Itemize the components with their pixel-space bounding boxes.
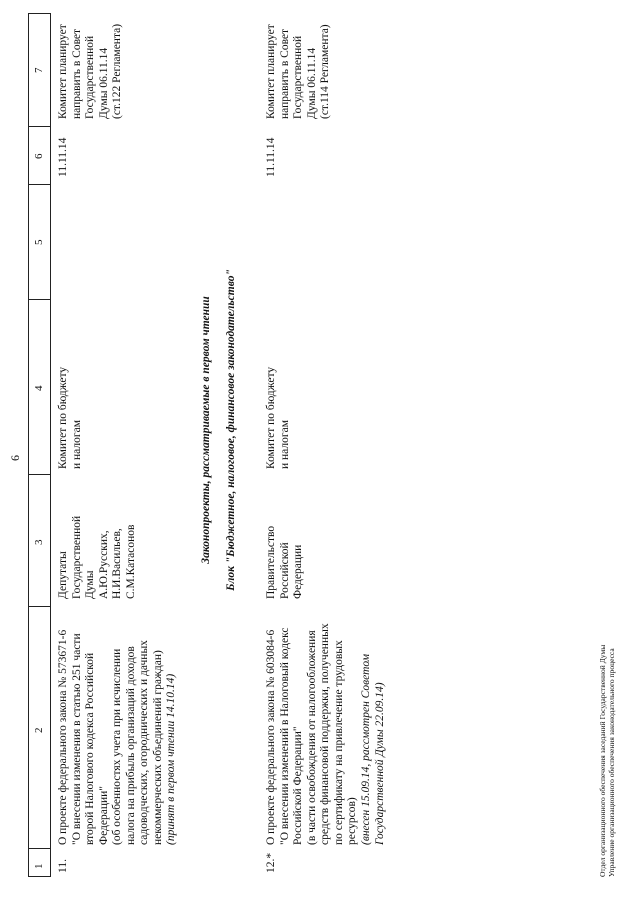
bill-author: Депутаты Государственной Думы А.Ю.Русских, Н.И.Васильев, С.М.Катасонов [57, 515, 137, 599]
header-divider [28, 184, 50, 185]
header-divider [28, 13, 50, 14]
column-number: 6 [33, 153, 45, 159]
header-bottom-rule [50, 13, 51, 877]
bill-title: О проекте федерального закона № 603084-6 "О внесении изменений в Налоговый кодекс Российской Федерации" (в части освобождения от налогообложения средств финансовой поддержки, полученных по сертификату на привлечение трудовых ресурсов) [265, 623, 358, 845]
responsible-committee: Комитет по бюджету и налогам [265, 366, 291, 469]
column-number: 2 [33, 727, 45, 733]
footer-text: Отдел организационного обеспечения заседаний Государственной Думы Управление организационного обеспечения законодательного процесса [598, 644, 616, 877]
header-divider [28, 299, 50, 300]
row-number: 12.* [265, 852, 277, 873]
bill-note: (внесен 15.09.14, рассмотрен Советом Государственной Думы 22.09.14) [360, 653, 386, 845]
column-number: 7 [33, 67, 45, 73]
section-heading: Законопроекты, рассматриваемые в первом чтении [200, 296, 212, 564]
responsible-committee: Комитет по бюджету и налогам [57, 366, 83, 469]
column-number: 1 [33, 863, 45, 869]
bill-author: Правительство Российской Федерации [265, 525, 304, 599]
header-divider [28, 474, 50, 475]
column-number: 4 [33, 385, 45, 391]
header-divider [28, 848, 50, 849]
header-divider [28, 606, 50, 607]
column-number: 5 [33, 239, 45, 245]
bill-status: Комитет планирует направить в Совет Государственной Думы 06.11.14 (ст.122 Регламента) [57, 23, 123, 119]
review-date: 11.11.14 [57, 137, 69, 177]
row-number: 11. [57, 859, 69, 873]
column-number: 3 [33, 539, 45, 545]
bill-note: (принят в первом чтении 14.10.14) [165, 673, 177, 845]
bill-status: Комитет планирует направить в Совет Государственной Думы 06.11.14 (ст.114 Регламента) [265, 24, 331, 119]
header-divider [28, 876, 50, 877]
header-divider [28, 126, 50, 127]
review-date: 11.11.14 [265, 137, 277, 177]
header-top-rule [28, 13, 29, 877]
page-number: 6 [8, 455, 22, 461]
block-heading: Блок "Бюджетное, налоговое, финансовое законодательство" [225, 269, 237, 591]
bill-title: О проекте федерального закона № 573671-6 "О внесении изменения в статью 251 части второй Налогового кодекса Российской Федерации" (об особенностях учета при исчислении налога на прибыль организаций доходов садоводческих, огороднических и дачных некоммерческих объединений граждан) [57, 629, 164, 845]
